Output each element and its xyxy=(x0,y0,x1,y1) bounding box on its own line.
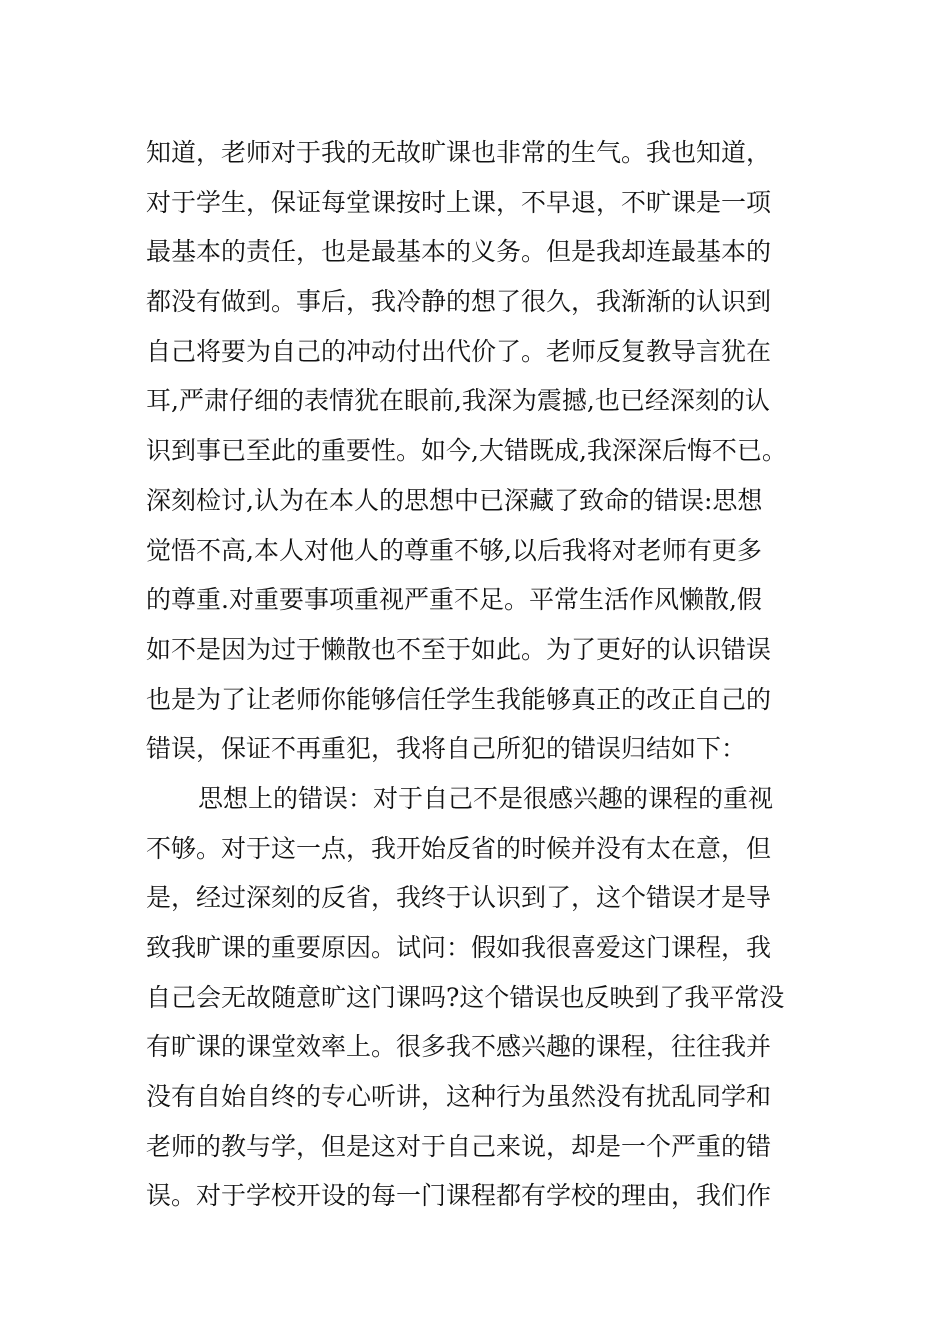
text-line: 最基本的责任，也是最基本的义务。但是我却连最基本的 xyxy=(146,237,772,267)
text-line: 误。对于学校开设的每一门课程都有学校的理由，我们作 xyxy=(146,1181,772,1211)
text-line: 如不是因为过于懒散也不至于如此。为了更好的认识错误 xyxy=(146,634,772,664)
text-line: 自己将要为自己的冲动付出代价了。老师反复教导言犹在 xyxy=(146,336,772,366)
text-line: 是，经过深刻的反省，我终于认识到了，这个错误才是导 xyxy=(146,883,772,913)
text-line: 对于学生，保证每堂课按时上课，不早退，不旷课是一项 xyxy=(146,187,772,217)
text-line: 深刻检讨,认为在本人的思想中已深藏了致命的错误:思想 xyxy=(146,485,763,515)
text-line: 错误，保证不再重犯，我将自己所犯的错误归结如下： xyxy=(146,734,747,764)
text-line: 老师的教与学，但是这对于自己来说，却是一个严重的错 xyxy=(146,1131,772,1161)
paragraph-first-line: 思想上的错误：对于自己不是很感兴趣的课程的重视 xyxy=(198,783,774,813)
text-line: 识到事已至此的重要性。如今,大错既成,我深深后悔不已。 xyxy=(146,436,787,466)
text-line: 自己会无故随意旷这门课吗?这个错误也反映到了我平常没 xyxy=(146,982,785,1012)
text-line: 有旷课的课堂效率上。很多我不感兴趣的课程，往往我并 xyxy=(146,1032,772,1062)
text-line: 不够。对于这一点，我开始反省的时候并没有太在意，但 xyxy=(146,833,772,863)
text-line: 都没有做到。事后，我冷静的想了很久，我渐渐的认识到 xyxy=(146,287,772,317)
document-body xyxy=(146,128,826,1221)
text-line: 致我旷课的重要原因。试问：假如我很喜爱这门课程，我 xyxy=(146,933,772,962)
text-line: 没有自始自终的专心听讲，这种行为虽然没有扰乱同学和 xyxy=(146,1082,772,1112)
text-line: 也是为了让老师你能够信任学生我能够真正的改正自己的 xyxy=(146,684,772,714)
text-line: 知道，老师对于我的无故旷课也非常的生气。我也知道， xyxy=(146,138,772,167)
text-line: 觉悟不高,本人对他人的尊重不够,以后我将对老师有更多 xyxy=(146,535,762,565)
text-line: 的尊重.对重要事项重视严重不足。平常生活作风懒散,假 xyxy=(146,585,762,615)
text-line: 耳,严肃仔细的表情犹在眼前,我深为震撼,也已经深刻的认 xyxy=(146,386,770,416)
